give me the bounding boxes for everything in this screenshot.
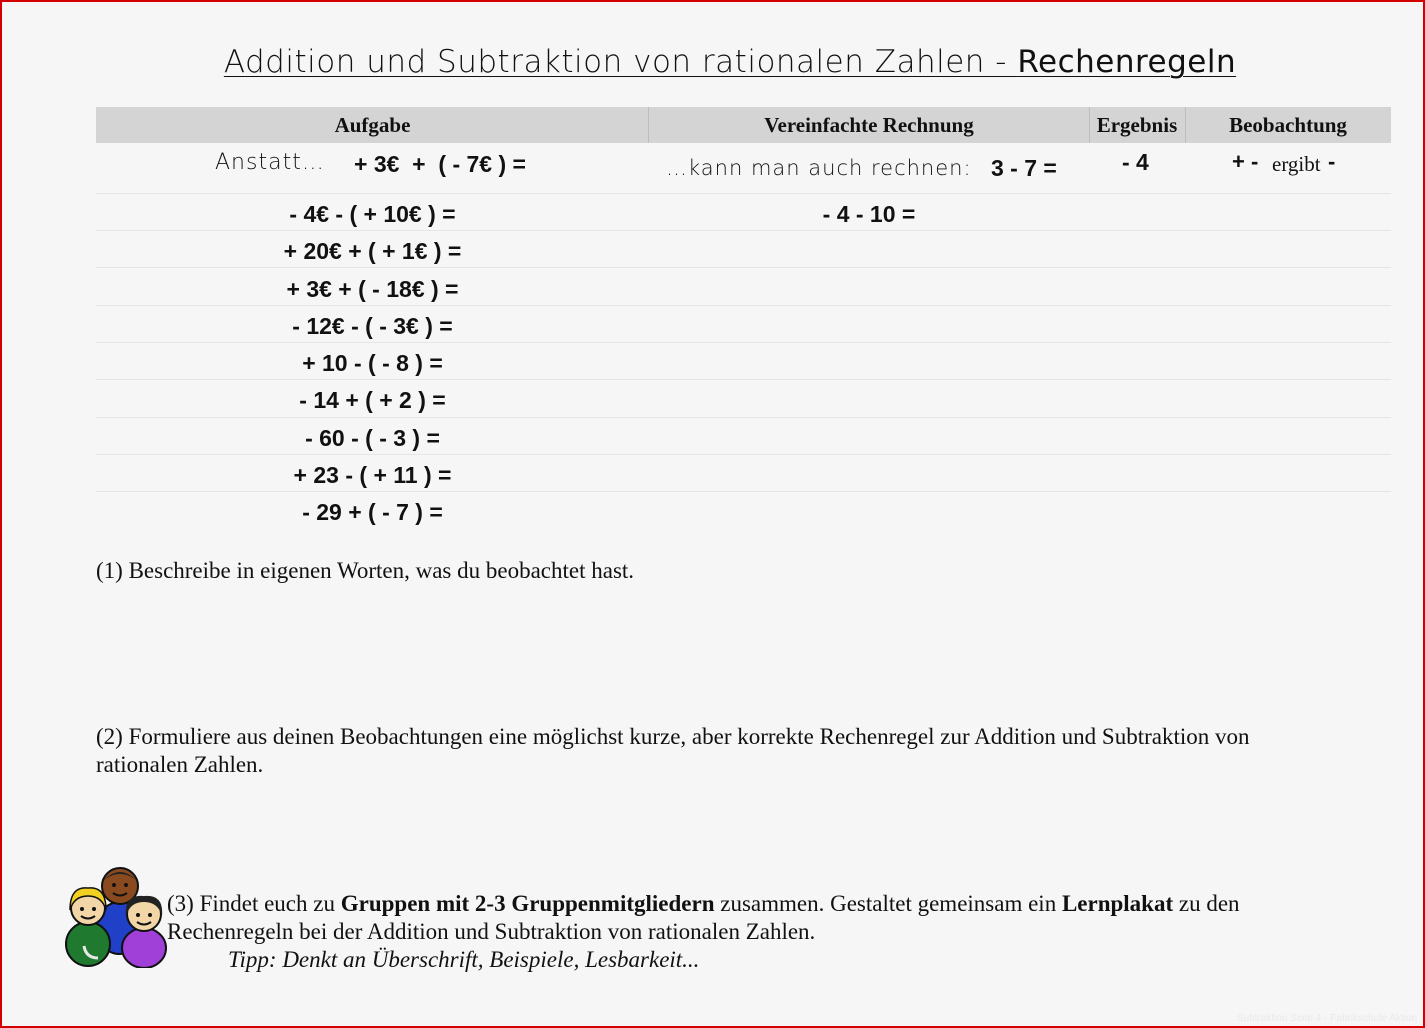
row-divider [96, 379, 1391, 380]
watermark: Subtraktion Seite 4 - Fabrikschule Aktion [1236, 1013, 1417, 1024]
page-title [0, 44, 1425, 80]
row-divider [96, 454, 1391, 455]
task-2-text: (2) Formuliere aus deinen Beobachtungen eine möglichst kurze, aber korrekte Rechenregel zur Addition und Subtraktion von rationalen Zahlen. [96, 724, 1250, 777]
task-3-lernplakat: Lernplakat [1061, 891, 1174, 916]
header-beobachtung: Beobachtung [1229, 113, 1347, 137]
example-task: + 3€ + ( - 7€ ) = [354, 151, 526, 177]
task-cell-7: - 60 - ( - 3 ) = [305, 425, 440, 451]
header-vereinfachte-rechnung: Vereinfachte Rechnung [764, 113, 974, 137]
row-divider [96, 267, 1391, 268]
example-observation-signs: + - [1232, 149, 1259, 174]
row-divider [96, 193, 1391, 194]
task-cell-6: - 14 + ( + 2 ) = [299, 387, 446, 413]
header-ergebnis: Ergebnis [1096, 113, 1178, 137]
row-divider [96, 305, 1391, 306]
example-simplified: 3 - 7 = [991, 155, 1057, 181]
header-aufgabe: Aufgabe [334, 113, 411, 137]
table-header [96, 107, 1391, 143]
example-observation-result: - [1328, 149, 1336, 174]
example-simplified-prefix: …kann man auch rechnen: [666, 156, 972, 180]
task-cell-2: + 20€ + ( + 1€ ) = [283, 238, 462, 264]
task-3-text [167, 890, 1307, 946]
task-3-part-a: (3) Findet euch zu [167, 891, 341, 916]
task-cell-5: + 10 - ( - 8 ) = [302, 350, 443, 376]
task-cell-1: - 4€ - ( + 10€ ) = [289, 201, 456, 227]
example-observation-word: ergibt [1272, 152, 1321, 176]
group-of-people-icon [64, 866, 170, 968]
task-cell-3: + 3€ + ( - 18€ ) = [286, 276, 459, 302]
title-part2: Rechenregeln [1017, 44, 1237, 80]
example-result: - 4 [1122, 149, 1149, 175]
example-prefix: Anstatt… [215, 150, 325, 175]
row-divider [96, 230, 1391, 231]
task-cell-4: - 12€ - ( - 3€ ) = [292, 313, 453, 339]
title-part1: Addition und Subtraktion von rationalen Zahlen - [223, 44, 1018, 80]
task-3-groups: Gruppen mit 2-3 Gruppenmitgliedern [340, 891, 715, 916]
tipp-text: Tipp: Denkt an Überschrift, Beispiele, Lesbarkeit... [228, 947, 700, 972]
task-3-part-c: zusammen. Gestaltet gemeinsam ein [714, 891, 1062, 916]
row-divider [96, 491, 1391, 492]
row-divider [96, 417, 1391, 418]
task-cell-9: - 29 + ( - 7 ) = [302, 499, 443, 525]
task-1-text: (1) Beschreibe in eigenen Worten, was du beobachtet hast. [96, 558, 635, 583]
simplified-cell-1: - 4 - 10 = [822, 201, 916, 227]
task-cell-8: + 23 - ( + 11 ) = [293, 462, 452, 488]
row-divider [96, 342, 1391, 343]
task-3-part-e: zu den Rechenregeln bei der Addition und Subtraktion von rationalen Zahlen. [167, 891, 1240, 944]
